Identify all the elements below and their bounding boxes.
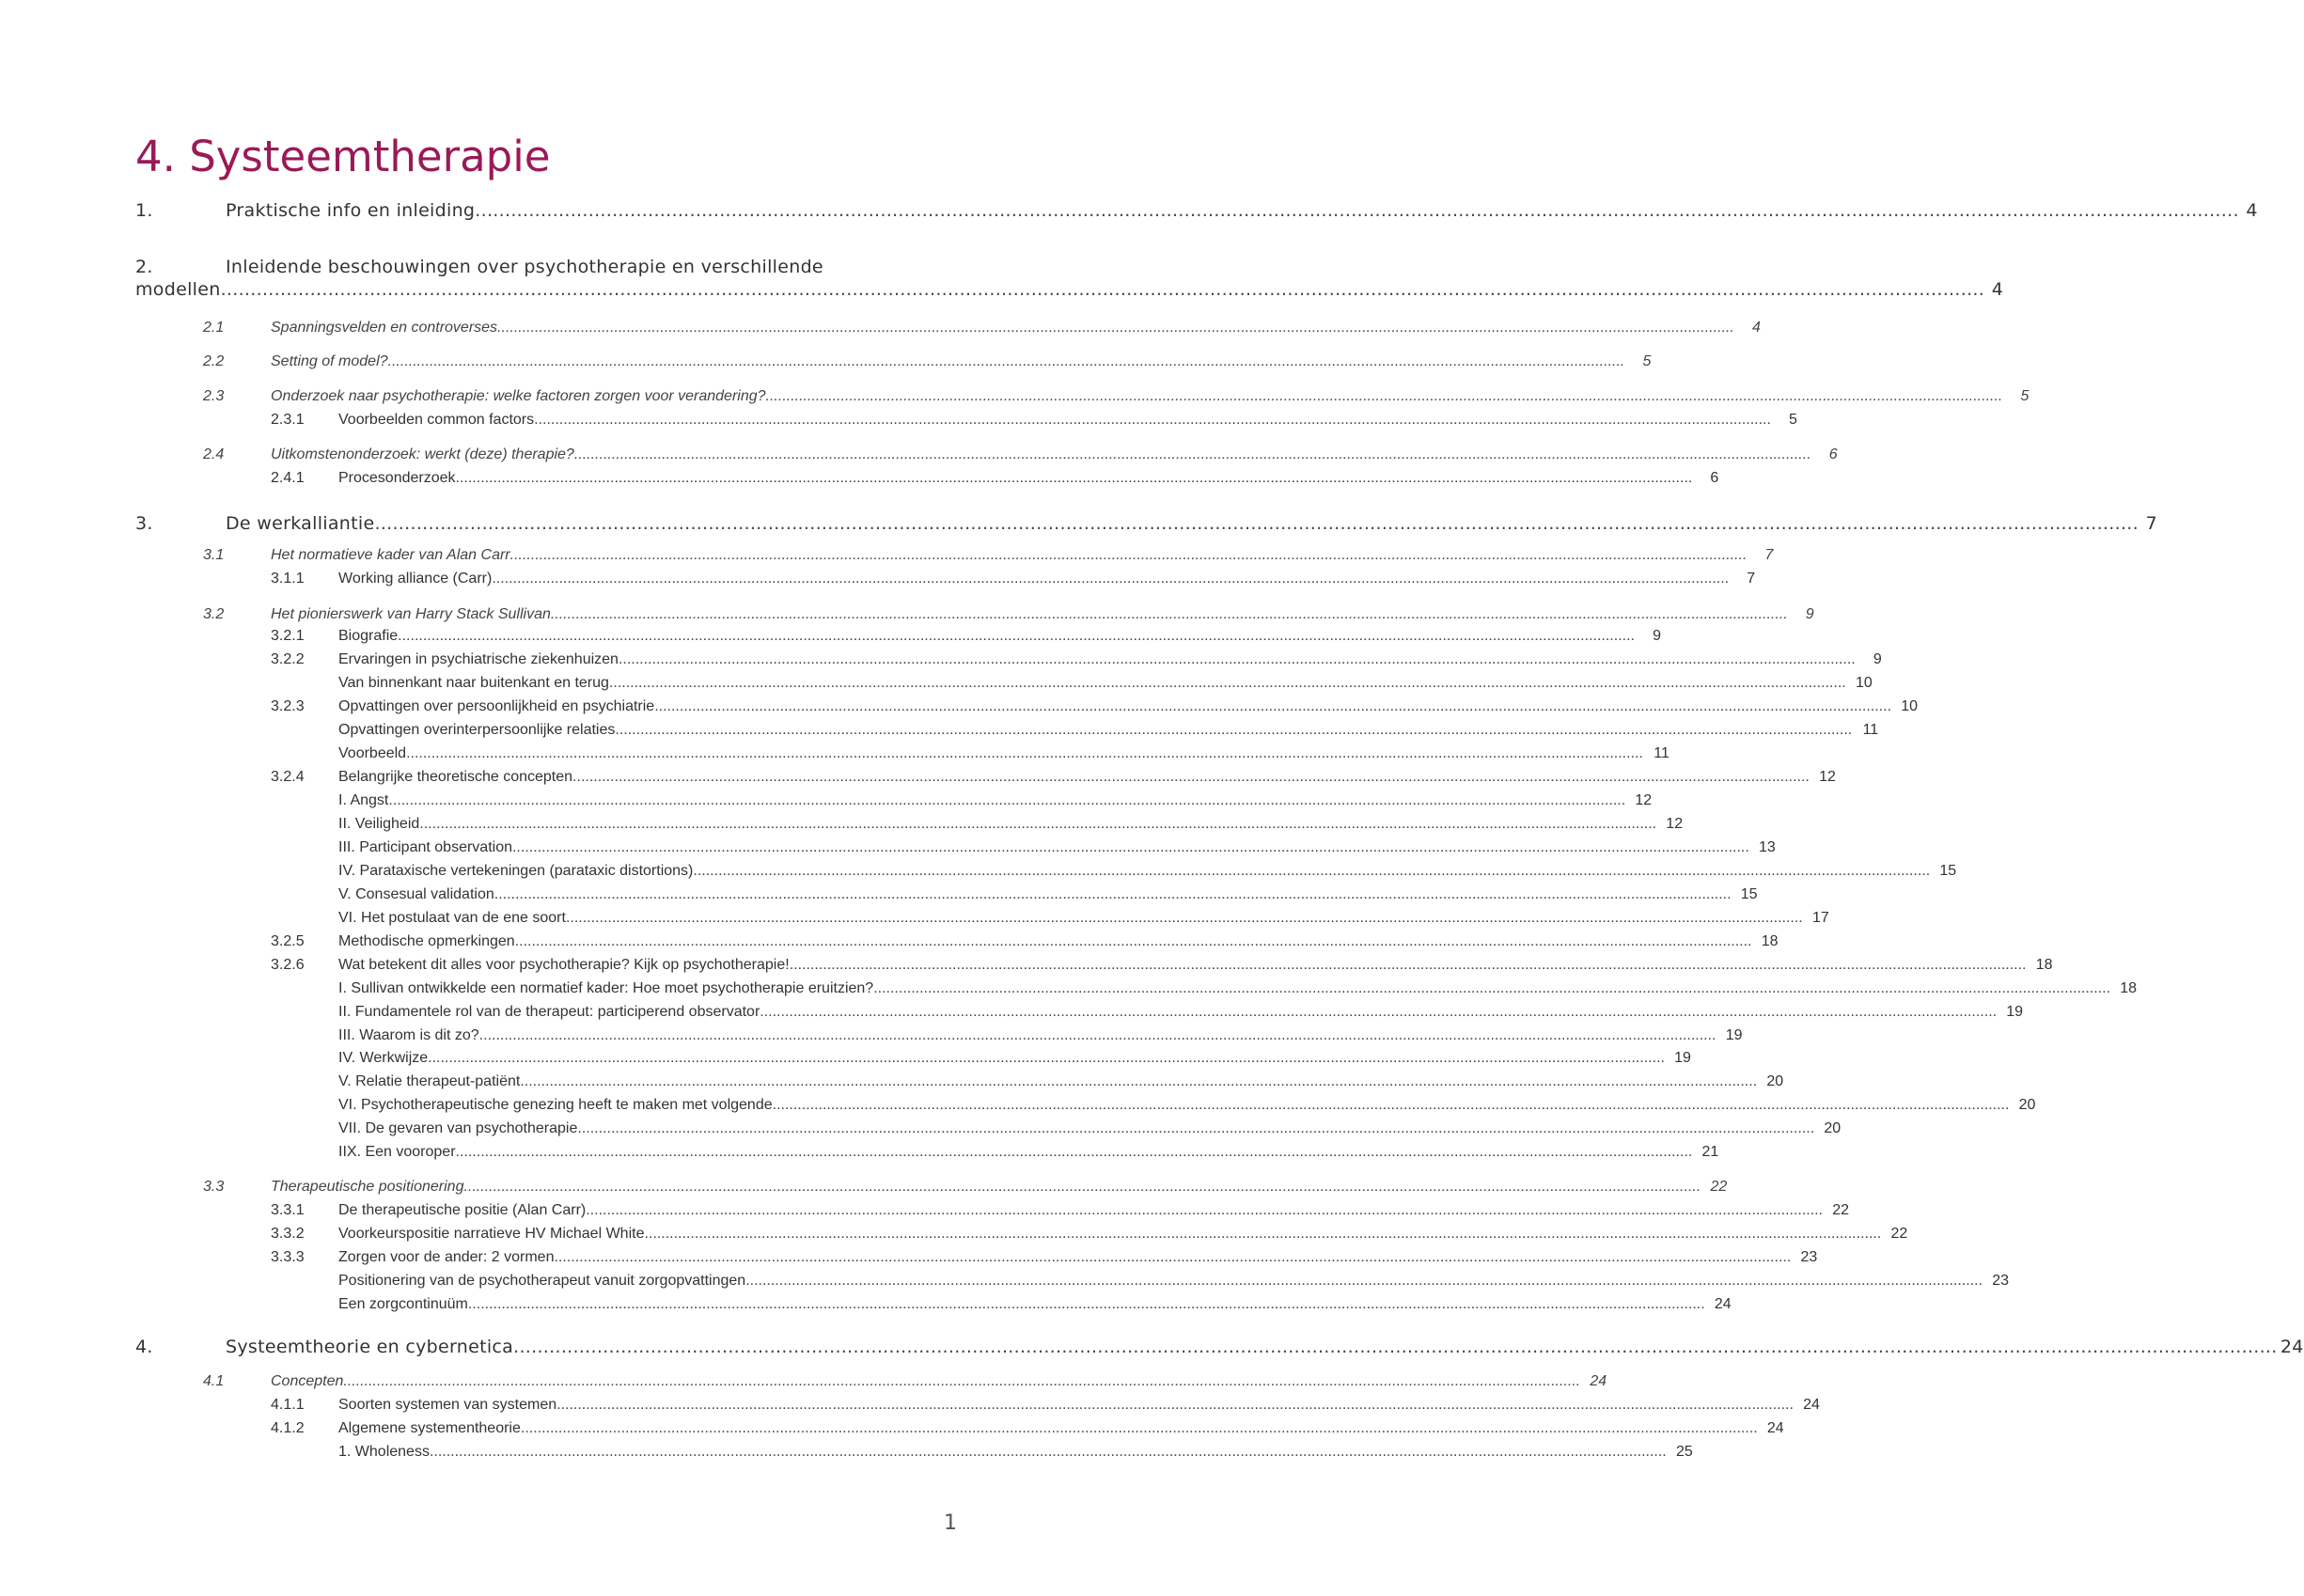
toc-entry-3-2-6-e[interactable]	[338, 1068, 1784, 1090]
toc-leader: ........................................................................................................................................................................................................................................................................................................	[428, 1050, 1665, 1066]
toc-entry-3-2-4[interactable]	[271, 763, 1836, 786]
document-title: 4. Systeemtherapie	[135, 132, 551, 181]
toc-number: 3.3	[203, 1179, 225, 1195]
toc-entry-3-2-4-a[interactable]	[338, 787, 1653, 809]
toc-page: 6	[1828, 446, 1838, 462]
toc-page: 19	[2006, 1004, 2024, 1020]
toc-leader: ........................................................................................................................................................................................................................................................................................................	[789, 957, 2027, 973]
toc-page: 22	[1710, 1179, 1728, 1195]
toc-entry-3-2-6-a[interactable]	[338, 975, 2138, 997]
toc-leader: ........................................................................................................................................................................................................................................................................................................	[873, 980, 2111, 996]
toc-page: 4	[1991, 279, 2004, 300]
toc-page: 12	[1819, 769, 1836, 785]
toc-number: 3.2	[203, 606, 225, 622]
toc-text: Inleidende beschouwingen over psychotherapie en verschillende	[226, 257, 823, 277]
toc-entry-3-2-1[interactable]	[271, 622, 1661, 645]
toc-entry-3-3-3-a[interactable]	[338, 1267, 2009, 1290]
toc-leader: ........................................................................................................................................................................................................................................................................................................	[475, 200, 2239, 221]
toc-number: 3.2.2	[271, 651, 305, 667]
toc-text: VII. De gevaren van psychotherapie	[338, 1120, 578, 1136]
toc-leader: ........................................................................................................................................................................................................................................................................................................	[429, 1444, 1667, 1460]
toc-page: 11	[1654, 745, 1669, 761]
toc-entry-3-2-6[interactable]	[271, 951, 2053, 974]
toc-page: 23	[1800, 1249, 1818, 1265]
toc-leader: ........................................................................................................................................................................................................................................................................................................	[608, 675, 1846, 691]
toc-leader: ........................................................................................................................................................................................................................................................................................................	[615, 722, 1853, 738]
toc-text: II. Fundamentele rol van de therapeut: participerend observator	[338, 1004, 760, 1020]
toc-page: 6	[1710, 470, 1719, 486]
toc-text: VI. Psychotherapeutische genezing heeft te maken met volgende	[338, 1097, 773, 1113]
toc-leader: ........................................................................................................................................................................................................................................................................................................	[509, 547, 1748, 563]
toc-text: Voorbeeld	[338, 745, 407, 761]
toc-number: 2.3.1	[271, 412, 305, 428]
toc-page: 7	[2145, 513, 2157, 534]
toc-page: 17	[1811, 910, 1829, 926]
toc-leader: ........................................................................................................................................................................................................................................................................................................	[455, 1144, 1693, 1160]
toc-entry-3-2-6-g[interactable]	[338, 1115, 1842, 1137]
toc-number: 2.	[135, 257, 153, 277]
toc-entry-3-3-2[interactable]	[271, 1220, 1908, 1243]
toc-number: 3.2.6	[271, 957, 305, 973]
toc-text: Praktische info en inleiding	[226, 200, 476, 221]
toc-text: I. Sullivan ontwikkelde een normatief kader: Hoe moet psychotherapie eruitzien?	[338, 980, 874, 996]
toc-text: VI. Het postulaat van de ene soort	[338, 910, 566, 926]
toc-page: 25	[1675, 1444, 1693, 1460]
toc-entry-2-4-1[interactable]	[271, 464, 1719, 487]
toc-text: III. Participant observation	[338, 839, 512, 855]
toc-text: Een zorgcontinuüm	[338, 1296, 468, 1312]
toc-text-continued: modellen	[135, 279, 221, 300]
toc-text: Het pionierswerk van Harry Stack Sullivan	[271, 606, 551, 622]
toc-leader: ........................................................................................................................................................................................................................................................................................................	[554, 1249, 1792, 1265]
toc-number: 3.2.3	[271, 698, 305, 714]
toc-leader: ........................................................................................................................................................................................................................................................................................................	[556, 1397, 1794, 1413]
toc-entry-3-3[interactable]	[203, 1173, 1728, 1196]
toc-entry-3-2-4-c[interactable]	[338, 834, 1776, 856]
toc-leader: ........................................................................................................................................................................................................................................................................................................	[760, 1004, 1998, 1020]
toc-entry-3-1-1[interactable]	[271, 565, 1756, 587]
toc-text: V. Consesual validation	[338, 886, 494, 902]
toc-text: Zorgen voor de ander: 2 vormen	[338, 1249, 555, 1265]
toc-leader: ........................................................................................................................................................................................................................................................................................................	[511, 839, 1749, 855]
toc-text: Positionering van de psychotherapeut vanuit zorgopvattingen	[338, 1273, 746, 1289]
toc-text: Systeemtheorie en cybernetica	[226, 1337, 514, 1357]
toc-entry-4-1-2-a[interactable]	[338, 1438, 1693, 1461]
toc-page: 20	[2018, 1097, 2036, 1113]
toc-number: 3.1	[203, 547, 225, 563]
toc-text: II. Veiligheid	[338, 816, 420, 832]
toc-page: 12	[1666, 816, 1684, 832]
toc-text: IIX. Een vooroper	[338, 1144, 456, 1160]
toc-leader: ........................................................................................................................................................................................................................................................................................................	[514, 933, 1752, 949]
toc-text: Biografie	[338, 628, 399, 644]
toc-page: 10	[1855, 675, 1873, 691]
toc-leader: ........................................................................................................................................................................................................................................................................................................	[586, 1202, 1824, 1218]
toc-text: 1. Wholeness	[338, 1444, 430, 1460]
toc-number: 1.	[135, 200, 153, 221]
toc-leader: ........................................................................................................................................................................................................................................................................................................	[772, 1097, 2010, 1113]
toc-number: 4.1.1	[271, 1397, 305, 1413]
toc-entry-3-3-3[interactable]	[271, 1244, 1818, 1266]
toc-text: Setting of model?	[271, 353, 388, 369]
toc-text: I. Angst	[338, 792, 389, 808]
toc-entry-3-2-6-d[interactable]	[338, 1044, 1691, 1067]
toc-entry-3-2-4-e[interactable]	[338, 881, 1758, 903]
toc-page: 21	[1701, 1144, 1719, 1160]
toc-entry-2[interactable]	[135, 256, 2004, 301]
toc-leader: ........................................................................................................................................................................................................................................................................................................	[618, 651, 1856, 667]
toc-entry-3-2-2[interactable]	[271, 646, 1882, 668]
toc-number: 4.	[135, 1337, 153, 1357]
toc-page: 24	[2280, 1337, 2304, 1357]
toc-text: IV. Parataxische vertekeningen (parataxic distortions)	[338, 863, 694, 879]
toc-number: 4.1.2	[271, 1420, 305, 1436]
toc-number: 3.3.3	[271, 1249, 305, 1265]
toc-page: 19	[1674, 1050, 1691, 1066]
toc-number: 3.2.5	[271, 933, 305, 949]
toc-entry-3-2-4-f[interactable]	[338, 904, 1829, 927]
toc-text: Working alliance (Carr)	[338, 571, 493, 587]
toc-entry-3-2-4-d[interactable]	[338, 857, 1957, 880]
toc-leader: ........................................................................................................................................................................................................................................................................................................	[343, 1373, 1581, 1389]
toc-entry-2-3[interactable]	[203, 383, 2030, 405]
toc-leader: ........................................................................................................................................................................................................................................................................................................	[387, 353, 1625, 369]
toc-page: 7	[1764, 547, 1774, 563]
toc-page: 9	[1805, 606, 1814, 622]
toc-leader: ........................................................................................................................................................................................................................................................................................................	[520, 1073, 1758, 1089]
toc-leader: ........................................................................................................................................................................................................................................................................................................	[534, 412, 1771, 428]
toc-page: 18	[1761, 933, 1779, 949]
toc-entry-3-2-6-c[interactable]	[338, 1022, 1743, 1044]
toc-leader: ........................................................................................................................................................................................................................................................................................................	[467, 1296, 1705, 1312]
toc-leader: ........................................................................................................................................................................................................................................................................................................	[419, 816, 1657, 832]
page-number: 1	[944, 1511, 957, 1535]
toc-entry-3-2-3[interactable]	[271, 693, 1919, 715]
toc-page: 22	[1890, 1226, 1908, 1242]
toc-number: 4.1	[203, 1373, 225, 1389]
toc-entry-2-2[interactable]	[203, 348, 1652, 370]
toc-page: 18	[2120, 980, 2138, 996]
toc-text: IV. Werkwijze	[338, 1050, 429, 1066]
toc-page: 19	[1725, 1027, 1743, 1043]
toc-entry-4[interactable]	[135, 1327, 2304, 1357]
toc-leader: ........................................................................................................................................................................................................................................................................................................	[745, 1273, 1983, 1289]
toc-entry-4-1-2[interactable]	[271, 1415, 1784, 1437]
toc-number: 2.4	[203, 446, 225, 462]
toc-text: Therapeutische positionering	[271, 1179, 464, 1195]
toc-leader: ........................................................................................................................................................................................................................................................................................................	[573, 446, 1811, 462]
toc-leader: ........................................................................................................................................................................................................................................................................................................	[398, 628, 1635, 644]
toc-text: V. Relatie therapeut-patiënt	[338, 1073, 521, 1089]
toc-page: 9	[1873, 651, 1882, 667]
toc-text: Concepten	[271, 1373, 344, 1389]
toc-page: 18	[2035, 957, 2053, 973]
toc-page: 24	[1590, 1373, 1607, 1389]
toc-text: Het normatieve kader van Alan Carr	[271, 547, 510, 563]
toc-number: 3.1.1	[271, 571, 305, 587]
toc-page: 24	[1714, 1296, 1732, 1312]
toc-text: Voorbeelden common factors	[338, 412, 535, 428]
toc-entry-3-2[interactable]	[203, 601, 1814, 623]
toc-text: De werkalliantie	[226, 513, 375, 534]
toc-number: 3.2.4	[271, 769, 305, 785]
toc-number: 2.2	[203, 353, 225, 369]
toc-leader: ........................................................................................................................................................................................................................................................................................................	[492, 571, 1730, 587]
toc-page: 4	[1751, 320, 1761, 336]
toc-leader: ........................................................................................................................................................................................................................................................................................................	[565, 910, 1803, 926]
toc-text: Belangrijke theoretische concepten	[338, 769, 573, 785]
toc-text: Voorkeurspositie narratieve HV Michael White	[338, 1226, 645, 1242]
toc-entry-3-2-2-a[interactable]	[338, 669, 1873, 692]
toc-text: Uitkomstenonderzoek: werkt (deze) therapie?	[271, 446, 574, 462]
toc-leader: ........................................................................................................................................................................................................................................................................................................	[654, 698, 1892, 714]
toc-entry-3[interactable]	[135, 504, 2157, 534]
toc-entry-3-3-3-b[interactable]	[338, 1291, 1732, 1313]
toc-leader: ........................................................................................................................................................................................................................................................................................................	[478, 1027, 1716, 1043]
toc-number: 2.4.1	[271, 470, 305, 486]
toc-leader: ........................................................................................................................................................................................................................................................................................................	[765, 388, 2003, 404]
toc-entry-2-1[interactable]	[203, 314, 1761, 336]
toc-page: 23	[1992, 1273, 2009, 1289]
toc-page: 24	[1803, 1397, 1820, 1413]
toc-leader: ........................................................................................................................................................................................................................................................................................................	[497, 320, 1734, 336]
toc-text: Algemene systementheorie	[338, 1420, 521, 1436]
toc-page: 15	[1740, 886, 1758, 902]
toc-leader: ........................................................................................................................................................................................................................................................................................................	[220, 279, 1985, 300]
toc-leader: ........................................................................................................................................................................................................................................................................................................	[572, 769, 1810, 785]
toc-leader: ........................................................................................................................................................................................................................................................................................................	[388, 792, 1626, 808]
toc-entry-3-2-3-a[interactable]	[338, 716, 1879, 739]
toc-text: Spanningsvelden en controverses	[271, 320, 498, 336]
toc-leader: ........................................................................................................................................................................................................................................................................................................	[455, 470, 1693, 486]
toc-number: 2.3	[203, 388, 225, 404]
toc-leader: ........................................................................................................................................................................................................................................................................................................	[463, 1179, 1701, 1195]
toc-leader: ........................................................................................................................................................................................................................................................................................................	[693, 863, 1931, 879]
toc-page: 13	[1759, 839, 1776, 855]
toc-text: Opvattingen over persoonlijkheid en psychiatrie	[338, 698, 655, 714]
toc-number: 2.1	[203, 320, 225, 336]
toc-page: 22	[1832, 1202, 1850, 1218]
toc-entry-2-4[interactable]	[203, 441, 1838, 463]
toc-number: 3.2.1	[271, 628, 305, 644]
toc-entry-1[interactable]	[135, 191, 2258, 221]
toc-text: Procesonderzoek	[338, 470, 456, 486]
toc-entry-3-2-6-f[interactable]	[338, 1091, 2036, 1114]
toc-text: Soorten systemen van systemen	[338, 1397, 557, 1413]
toc-entry-3-3-1[interactable]	[271, 1197, 1850, 1219]
toc-number: 3.3.2	[271, 1226, 305, 1242]
toc-entry-4-1-1[interactable]	[271, 1391, 1820, 1414]
toc-page: 20	[1766, 1073, 1784, 1089]
toc-leader: ........................................................................................................................................................................................................................................................................................................	[406, 745, 1643, 761]
toc-leader: ........................................................................................................................................................................................................................................................................................................	[550, 606, 1788, 622]
toc-entry-2-3-1[interactable]	[271, 406, 1797, 429]
toc-page: 9	[1653, 628, 1661, 644]
toc-page: 20	[1824, 1120, 1842, 1136]
toc-page: 5	[1642, 353, 1652, 369]
toc-page: 5	[2020, 388, 2030, 404]
toc-text: Ervaringen in psychiatrische ziekenhuizen	[338, 651, 619, 667]
toc-page: 12	[1635, 792, 1653, 808]
toc-text: Methodische opmerkingen	[338, 933, 515, 949]
toc-page: 7	[1747, 571, 1756, 587]
toc-entry-3-2-4-b[interactable]	[338, 810, 1684, 833]
toc-text: Onderzoek naar psychotherapie: welke factoren zorgen voor verandering?	[271, 388, 766, 404]
toc-text: Opvattingen overinterpersoonlijke relaties	[338, 722, 616, 738]
toc-entry-3-2-6-h[interactable]	[338, 1138, 1719, 1161]
toc-entry-3-1[interactable]	[203, 541, 1774, 564]
toc-entry-3-2-5[interactable]	[271, 928, 1779, 950]
toc-entry-3-2-6-b[interactable]	[338, 998, 2024, 1021]
toc-leader: ........................................................................................................................................................................................................................................................................................................	[494, 886, 1732, 902]
toc-page: 5	[1789, 412, 1797, 428]
toc-entry-3-2-3-b[interactable]	[338, 740, 1669, 762]
toc-page: 24	[1766, 1420, 1784, 1436]
toc-number: 3.	[135, 513, 153, 534]
toc-leader: ........................................................................................................................................................................................................................................................................................................	[577, 1120, 1815, 1136]
toc-page: 10	[1901, 698, 1919, 714]
toc-entry-4-1[interactable]	[203, 1368, 1607, 1390]
toc-text: De therapeutische positie (Alan Carr)	[338, 1202, 587, 1218]
toc-leader: ........................................................................................................................................................................................................................................................................................................	[374, 513, 2139, 534]
toc-text: III. Waarom is dit zo?	[338, 1027, 479, 1043]
toc-leader: ........................................................................................................................................................................................................................................................................................................	[513, 1337, 2278, 1357]
toc-text: Van binnenkant naar buitenkant en terug	[338, 675, 609, 691]
toc-text: Wat betekent dit alles voor psychotherapie? Kijk op psychotherapie!	[338, 957, 790, 973]
toc-leader: ........................................................................................................................................................................................................................................................................................................	[644, 1226, 1882, 1242]
toc-page: 4	[2246, 200, 2258, 221]
toc-number: 3.3.1	[271, 1202, 305, 1218]
toc-page: 15	[1939, 863, 1957, 879]
toc-page: 11	[1862, 722, 1879, 738]
toc-leader: ........................................................................................................................................................................................................................................................................................................	[520, 1420, 1758, 1436]
